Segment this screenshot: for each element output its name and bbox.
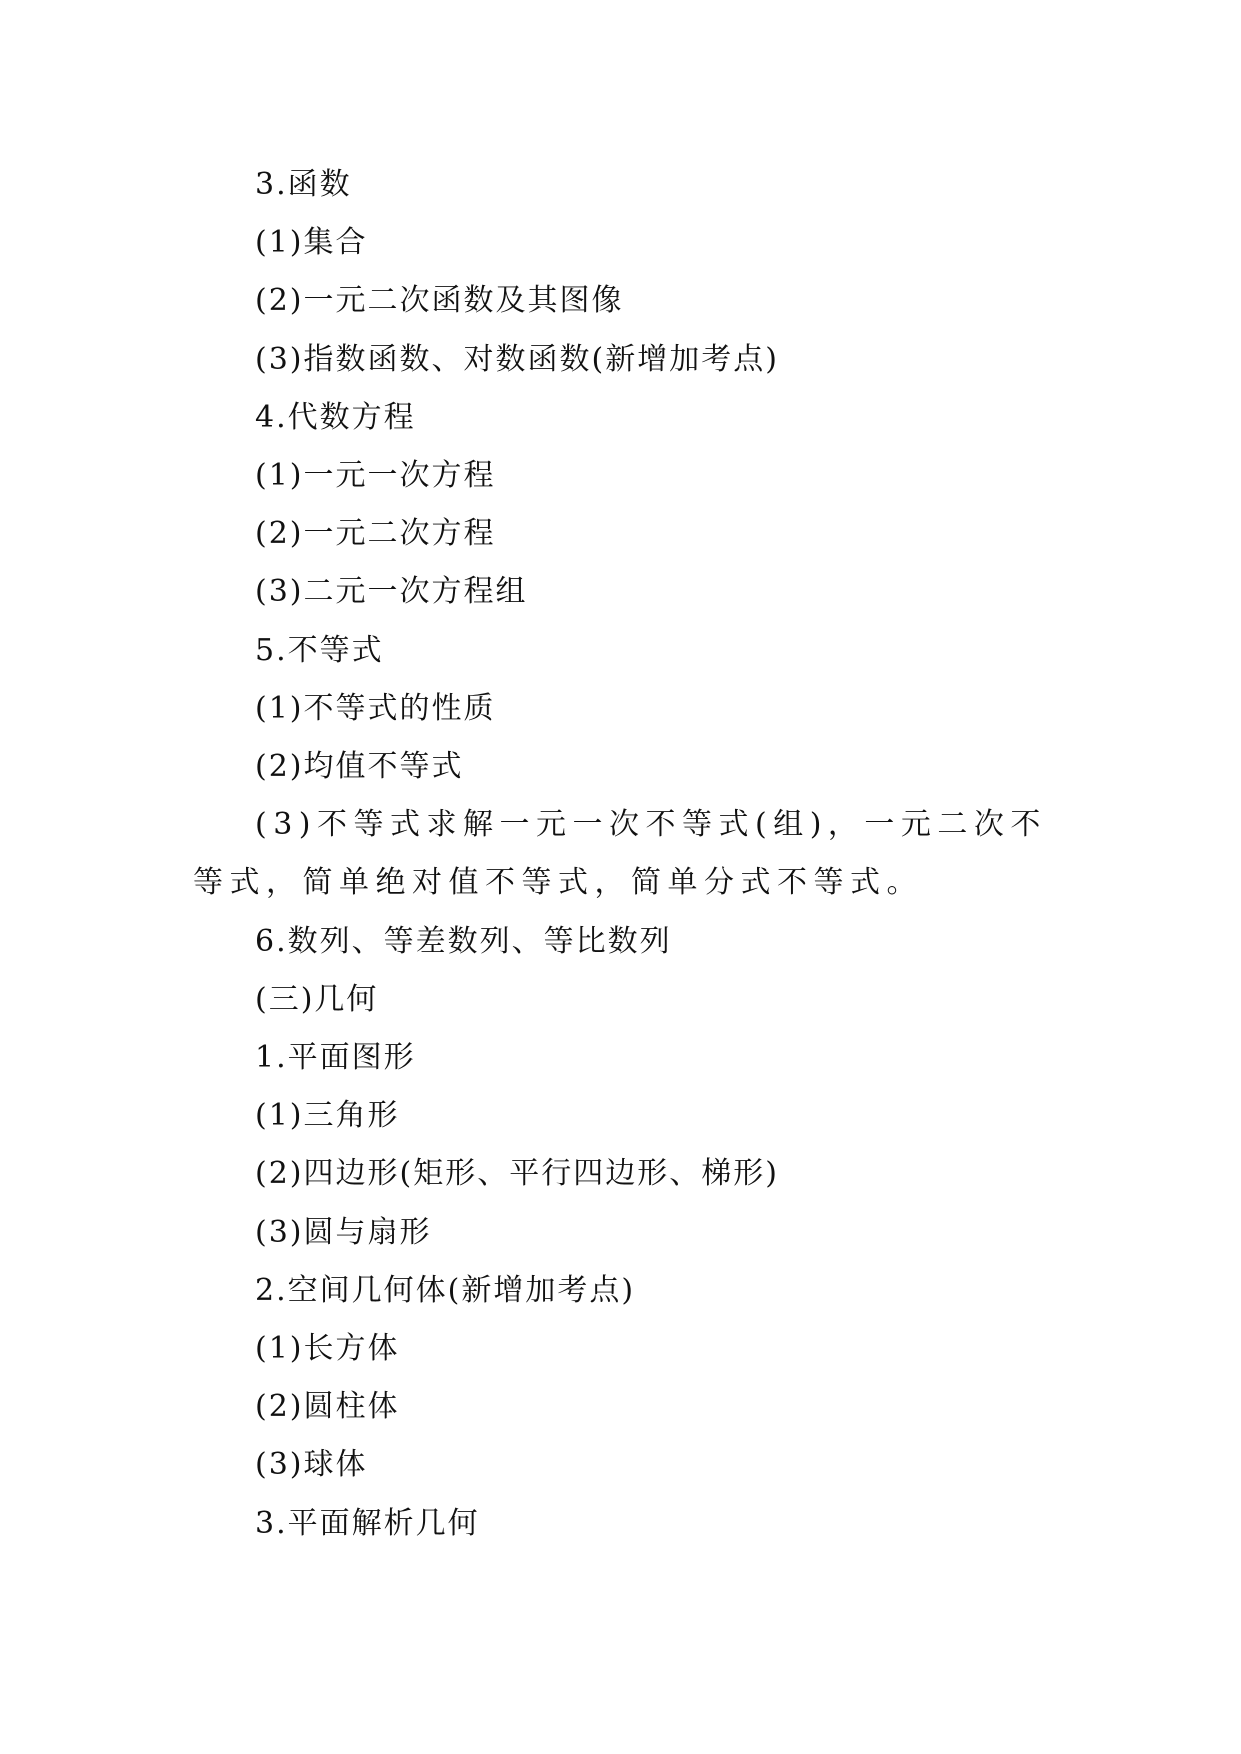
list-item: (1)不等式的性质 xyxy=(255,690,496,726)
list-item: (1)集合 xyxy=(255,225,368,261)
section-heading-analytic-geometry: 3.平面解析几何 xyxy=(255,1505,480,1541)
list-item: (1)三角形 xyxy=(255,1098,400,1134)
list-item: (2)均值不等式 xyxy=(255,749,464,785)
section-heading-functions: 3.函数 xyxy=(255,167,352,202)
section-heading-solid-geometry: 2.空间几何体(新增加考点) xyxy=(255,1272,636,1308)
list-item: (3)二元一次方程组 xyxy=(255,574,528,610)
section-heading-sequences: 6.数列、等差数列、等比数列 xyxy=(255,923,672,959)
list-item: (3)不等式求解一元一次不等式(组)，一元二次不等式，简单绝对值不等式，简单分式不等式。 xyxy=(193,807,1047,901)
list-item: (3)圆与扇形 xyxy=(255,1214,432,1250)
list-item: (2)一元二次方程 xyxy=(255,516,496,552)
list-item: (1)长方体 xyxy=(255,1331,400,1367)
list-item: (2)一元二次函数及其图像 xyxy=(255,283,624,319)
section-heading-algebraic-equations: 4.代数方程 xyxy=(255,399,416,435)
list-item: (3)球体 xyxy=(255,1447,368,1483)
list-item: (3)指数函数、对数函数(新增加考点) xyxy=(255,341,779,377)
list-item: (2)四边形(矩形、平行四边形、梯形) xyxy=(255,1156,779,1192)
list-item: (1)一元一次方程 xyxy=(255,458,496,494)
list-item: (2)圆柱体 xyxy=(255,1389,400,1425)
document-body xyxy=(193,156,1078,1553)
chapter-heading-geometry: (三)几何 xyxy=(255,981,379,1017)
section-heading-inequalities: 5.不等式 xyxy=(255,632,384,668)
section-heading-plane-figures: 1.平面图形 xyxy=(255,1040,416,1076)
